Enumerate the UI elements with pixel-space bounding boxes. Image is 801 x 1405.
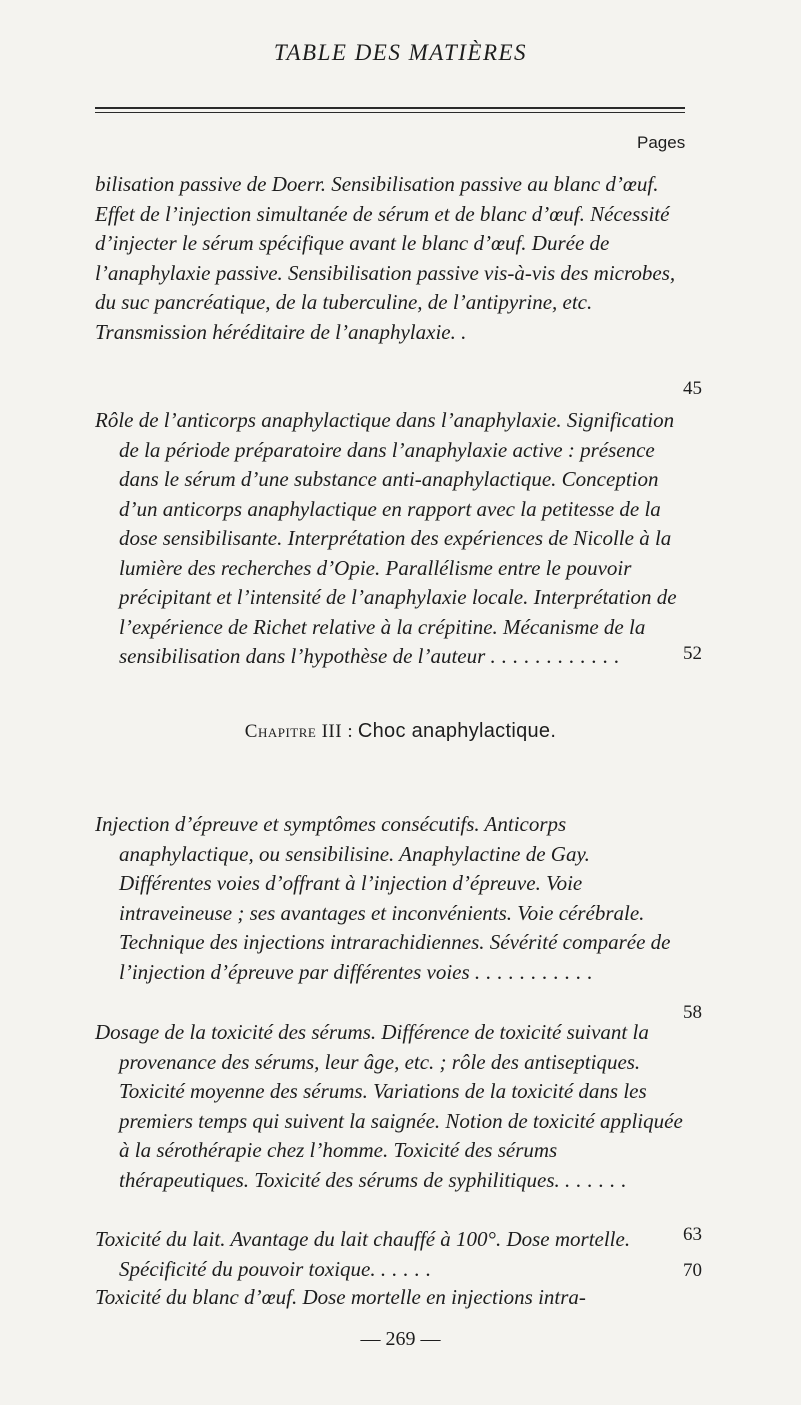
header-rule-thin	[95, 112, 685, 113]
toc-entry	[95, 1018, 685, 1195]
toc-entry-text: Injection d’épreuve et symptômes consécutifs. Anticorps anaphylactique, ou sensibilisine. Anaphylactine de Gay. Différentes voies d’offrant à l’injection d’épreuve. Voie intraveineuse ; ses avantages et inconvénients. Voie cérébrale. Technique des injections intrarachidiennes. Sévérité comparée de l’injection d’épreuve par différentes voies	[95, 812, 671, 984]
toc-entry-text: Toxicité du blanc d’œuf. Dose mortelle en injections intra-	[95, 1285, 586, 1309]
toc-leader-dots: .....	[380, 1256, 438, 1281]
chapter-heading	[0, 720, 801, 743]
toc-entry	[95, 1225, 685, 1284]
toc-entry-text: Toxicité du lait. Avantage du lait chauffé à 100°. Dose mortelle. Spécificité du pouvoir toxique.	[95, 1227, 631, 1281]
toc-leader-dots: ......	[565, 1167, 633, 1192]
toc-page-number: 70	[683, 1260, 702, 1281]
toc-page-number: 52	[683, 643, 702, 664]
toc-leader-dots: .	[461, 319, 473, 344]
toc-entry-text: Dosage de la toxicité des sérums. Différence de toxicité suivant la provenance des sérums, leur âge, etc. ; rôle des antiseptiques. Toxicité moyenne des sérums. Variations de la toxicité dans les premiers temps qui suivent la saignée. Notion de toxicité appliquée à la sérothérapie chez l’homme. Toxicité des sérums thérapeutiques. Toxicité des sérums de syphilitiques.	[95, 1020, 683, 1192]
toc-entry-text: Rôle de l’anticorps anaphylactique dans l’anaphylaxie. Signification de la période préparatoire dans l’anaphylaxie active : présence dans le sérum d’une substance anti-anaphylactique. Conception d’un anticorps anaphylactique en rapport avec la petitesse de la dose sensibilisante. Interprétation des expériences de Nicolle à la lumière des recherches d’Opie. Parallélisme entre le pouvoir précipitant et l’intensité de l’anaphylaxie locale. Interprétation de l’expérience de Richet relative à la crépitine. Mécanisme de la sensibilisation dans l’hypothèse de l’auteur	[95, 408, 677, 668]
chapter-title: Choc anaphylactique.	[357, 720, 557, 742]
toc-leader-dots: ...........	[474, 959, 599, 984]
toc-page-number: 63	[683, 1224, 702, 1245]
toc-entry-text: bilisation passive de Doerr. Sensibilisation passive au blanc d’œuf. Effet de l’injection simultanée de sérum et de blanc d’œuf. Nécessité d’injecter le sérum spécifique avant le blanc d’œuf. Durée de l’anaphylaxie passive. Sensibilisation passive vis-à-vis des microbes, du suc pancréatique, de la tuberculine, de l’antipyrine, etc. Transmission héréditaire de l’anaphylaxie.	[95, 172, 676, 344]
toc-page-number: 45	[683, 378, 702, 399]
page-number-footer: — 269 —	[360, 1328, 441, 1350]
running-header: TABLE DES MATIÈRES	[273, 40, 528, 65]
toc-entry	[95, 810, 685, 987]
toc-entry	[95, 406, 685, 672]
toc-page-number: 58	[683, 1002, 702, 1023]
toc-leader-dots: ............	[490, 644, 626, 668]
toc-entry	[95, 1283, 695, 1313]
chapter-number: Chapitre III :	[244, 721, 354, 742]
toc-entry	[95, 170, 685, 347]
pages-column-label: Pages	[637, 133, 686, 152]
header-rule-thick	[95, 107, 685, 109]
